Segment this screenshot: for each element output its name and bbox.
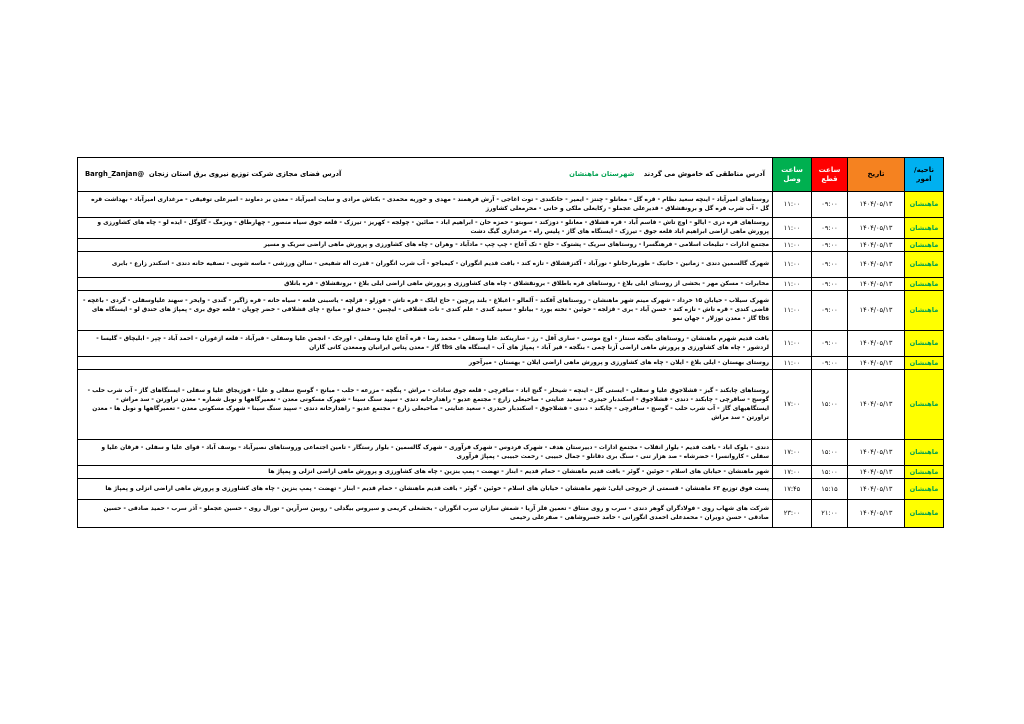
table-row <box>78 218 944 239</box>
cell-date: ۱۴۰۴/۰۵/۱۳ <box>848 466 905 479</box>
cell-date: ۱۴۰۴/۰۵/۱۳ <box>848 479 905 500</box>
header-end-time: ساعت وصل <box>773 158 812 192</box>
table-row <box>78 370 944 440</box>
table-row <box>78 291 944 331</box>
cell-end-time: ۱۱:۰۰ <box>773 218 812 239</box>
cell-start-time: ۱۵:۰۰ <box>812 440 848 466</box>
cell-date: ۱۴۰۴/۰۵/۱۳ <box>848 278 905 291</box>
cell-area: ماهنشان <box>905 466 944 479</box>
cell-date: ۱۴۰۴/۰۵/۱۳ <box>848 252 905 278</box>
cell-end-time: ۱۱:۰۰ <box>773 357 812 370</box>
cell-end-time: ۱۷:۰۰ <box>773 466 812 479</box>
table-row <box>78 192 944 218</box>
header-address <box>78 158 773 192</box>
table-row <box>78 440 944 466</box>
cell-area: ماهنشان <box>905 479 944 500</box>
header-start-time: ساعت قطع <box>812 158 848 192</box>
cell-address: شهرک سیلاب - خیابان ۱۵ خرداد - شهرک مینم شهر ماهنشان - روستاهای آقکند - آلمالو - اغبلاغ - بلند پرچین - حاج ایلک - قره تاش - قوزلو - قزلچه - یاسبنی قلعه - سیاه خانه - قره زاگیر - گندی - وایخر - سهند علیاوسفلی - گردی - باغچه - قاضی کندی - قره تاش - تازه کند - حسن آباد - بری - قزلجه - خوئین - تخته بورد - بیانلو - سعید کندی - علم کندی - نات قشلاقی - لیچبین - خندق لو - مبانج - چای قشلاقی - خضر چوپان - قلعه جوق بری - پمپاژ های خندق لو - ایستگاه های tbs گاز - معدن توزلار - جهان نمو <box>78 291 773 331</box>
cell-end-time: ۱۷:۰۰ <box>773 370 812 440</box>
outage-schedule-table <box>77 157 944 528</box>
cell-address: مخابرات - مسکن مهر - بخشی از روستای ایلی بلاغ - روستاهای قره باطلاق - برونقشلاق - چاه های کشاورزی و پرورش ماهی اراضی ایلی بلاغ - برونقشلاق - قره بانلاق <box>78 278 773 291</box>
cell-end-time: ۲۳:۰۰ <box>773 500 812 528</box>
cell-end-time: ۱۷:۴۵ <box>773 479 812 500</box>
header-address-title: آدرس مناطقی که خاموش می گردند شهرستان ماهنشان <box>569 170 765 178</box>
table-row <box>78 357 944 370</box>
cell-area: ماهنشان <box>905 440 944 466</box>
cell-start-time: ۰۹:۰۰ <box>812 291 848 331</box>
cell-end-time: ۱۱:۰۰ <box>773 278 812 291</box>
header-city: شهرستان ماهنشان <box>569 170 635 178</box>
cell-area: ماهنشان <box>905 278 944 291</box>
cell-date: ۱۴۰۴/۰۵/۱۳ <box>848 239 905 252</box>
cell-start-time: ۰۹:۰۰ <box>812 239 848 252</box>
cell-area: ماهنشان <box>905 252 944 278</box>
header-date: تاریخ <box>848 158 905 192</box>
cell-start-time: ۱۵:۰۰ <box>812 466 848 479</box>
cell-area: ماهنشان <box>905 357 944 370</box>
cell-address: مجتمع ادارات - تبلیغات اسلامی - فرهنگسرا - روستاهای سریک - پشتوک - خلج - تک آغاج - چپ چپ - مادآباد - وهران - چاه های کشاورزی و پرورش ماهی اراضی سریک و مسیر <box>78 239 773 252</box>
cell-start-time: ۰۹:۰۰ <box>812 192 848 218</box>
table-row <box>78 500 944 528</box>
cell-start-time: ۰۹:۰۰ <box>812 331 848 357</box>
cell-start-time: ۰۹:۰۰ <box>812 218 848 239</box>
cell-end-time: ۱۱:۰۰ <box>773 239 812 252</box>
table-row <box>78 252 944 278</box>
cell-area: ماهنشان <box>905 370 944 440</box>
cell-end-time: ۱۷:۰۰ <box>773 440 812 466</box>
cell-address: دندی - بلوک اباد - بافت قدیم - بلوار انقلاب - مجتمع ادارات - دبیرستان هدف - شهرک فردوس - شهرک فرآوری - شهرک گالسمین - بلوار رستگار - تامین اجتماعی وروستاهای نصیرآباد - یوسف آباد - قوای علیا و سفلی - فرقان علیا و سفلی - کاروانسرا - خضرشاه - صد هزار تنی - سنگ بری دقانلو - جمال حبیبی - رحمت حبیبی - پمپاژ فرآوری <box>78 440 773 466</box>
header-row <box>78 158 944 192</box>
cell-start-time: ۲۱:۰۰ <box>812 500 848 528</box>
cell-start-time: ۱۵:۰۰ <box>812 370 848 440</box>
cell-end-time: ۱۱:۰۰ <box>773 192 812 218</box>
cell-start-time: ۰۹:۰۰ <box>812 252 848 278</box>
cell-date: ۱۴۰۴/۰۵/۱۳ <box>848 500 905 528</box>
table-row <box>78 331 944 357</box>
cell-start-time: ۰۹:۰۰ <box>812 278 848 291</box>
cell-end-time: ۱۱:۰۰ <box>773 291 812 331</box>
cell-area: ماهنشان <box>905 291 944 331</box>
table-body <box>78 192 944 528</box>
table-row <box>78 466 944 479</box>
cell-date: ۱۴۰۴/۰۵/۱۳ <box>848 291 905 331</box>
cell-address: پست فوق توزیع ۶۳ ماهنشان - قسمتی از خروجی ایلی: شهر ماهنشان - خیابان های اسلام - خوئین - گوئر - بافت قدیم ماهنشان - حمام قدیم - ابنار - تهضت - پمپ بنزین - چاه های کشاورزی و پرورش ماهی اراضی انزلی و پمپاژ ها <box>78 479 773 500</box>
cell-address: روستای بهستان - ایلی بلاغ - ایلان - چاه های کشاورزی و پرورش ماهی اراضی ایلان - بهستان - میرآخور <box>78 357 773 370</box>
cell-end-time: ۱۱:۰۰ <box>773 252 812 278</box>
header-channel-handle: @Bargh_Zanjan <box>85 170 145 178</box>
cell-area: ماهنشان <box>905 192 944 218</box>
cell-area: ماهنشان <box>905 218 944 239</box>
cell-date: ۱۴۰۴/۰۵/۱۳ <box>848 331 905 357</box>
cell-address: بافت قدیم شهرم ماهنشان - روستاهای بنگجه سنتار - اوچ موسی - ساری آقل - رز - سارینکند علیا وسفلی - محمد رضا - قره آغاج علیا وسفلی - اورجک - انجمن علیا وسفلی - قیرآباد - قلعه ازغوران - احمد آباد - چپر - ابلیچاق - گلیسا - لردشور - چاه های کشاورزی و پرورش ماهی اراضی آزنا چمی - بنگجه - قیر آباد - پمپاژ های آب - ایستگاه های tbs گاز - معدن پتاس ایرانیان وممعدن کانی گاران <box>78 331 773 357</box>
cell-end-time: ۱۱:۰۰ <box>773 331 812 357</box>
cell-address: شرکت های شهاب روی - فولادگران گوهر دندی - سرب و روی منتاق - تعمین فلز آریا - شمش سازان سرب انگوران - بخشعلی کریمی و سیروس بیگدلی - روبین سرآرین - تورال روی - حسین عجملو - آذر سرب - حمید صادقی - حسین صادقی - حسن دویران - محمدعلی احمدی انگورانی - حامد خسروشاهی - صفرعلی رحیمی <box>78 500 773 528</box>
cell-area: ماهنشان <box>905 500 944 528</box>
cell-address: شهرک گالسمین دندی - زمانین - خانیک - طورمارخانلو - نورآباد - آکنزقشلاق - تازه کند - بافت قدیم انگوران - کیمیاجو - آب شرب انگوران - قدرت اله شفیعی - سالن ورزشی - ماسه شویی - تصفیه خانه دندی - اسکندر زارع - بابری <box>78 252 773 278</box>
header-channel-label: آدرس فضای مجازی شرکت توزیع نیروی برق استان زنجان <box>148 170 342 178</box>
header-area: ناحیه/امور <box>905 158 944 192</box>
cell-date: ۱۴۰۴/۰۵/۱۳ <box>848 192 905 218</box>
cell-start-time: ۱۵:۱۵ <box>812 479 848 500</box>
cell-start-time: ۰۹:۰۰ <box>812 357 848 370</box>
cell-date: ۱۴۰۴/۰۵/۱۳ <box>848 357 905 370</box>
cell-address: روستاهای قره دری - ایالو - اوچ تاش - قاسم آباد - قره قشلاق - مغانلو - دوزکند - سوبتو - حمزه خان - ابراهیم اباد - صائین - چولجه - کهریز - تیرزک - قلعه جوق سیاه منصور - چهارطاق - ویزمگ - گاوگل - ایده لو - چاه های کشاورزی و پرورش ماهی اراضی ابراهیم اباد قلعه جوق - تیرزک - ایستگاه های گاز - پلیس راه - مرغداری گیگ دشت <box>78 218 773 239</box>
header-channel <box>85 170 341 179</box>
cell-address: شهر ماهنشان - خیابان های اسلام - خوئین - گوئر - بافت قدیم ماهنشان - حمام قدیم - ابنار - تهضت - پمپ بنزین - چاه های کشاورزی و پرورش ماهی اراضی انزلی و پمپاژ ها <box>78 466 773 479</box>
cell-date: ۱۴۰۴/۰۵/۱۳ <box>848 218 905 239</box>
table-row <box>78 239 944 252</box>
cell-area: ماهنشان <box>905 331 944 357</box>
cell-address: روستاهای امیرآباد - اینچه سعید نظام - قره گل - مغانلو - چنتز - ایمیر - خانکندی - توت اغاجی - آرش فرهمند - مهدی و حوریه محمدی - بکتاش مرادی و سایت امیرآباد - معدن بر دماوند - امیرعلی توفیقی - مرغداری امیرآباد - بهداشت قره گل - آب شرب قره گل و برونقشلاق - قدیرعلی عجملو - رکابعلی ملکی و خانی - محرمعلی کشاورز <box>78 192 773 218</box>
cell-address: روستاهای چابکند - گیز - قشلاجوق علیا و سفلی - ایستی گل - اینچه - شیخلر - گنج اباد - ساقرچی - قلعه جوق سادات - مراش - پنگچه - مزرعه - حلب - مبانج - گوسج سفلی و علیا - قوزیجاق علیا و سفلی - ایستگاهای گاز - آب شرب حلب - گوسج - ساقرچی - چابکند - دندی - قشلاجوق - اسکندبار حیدری - سعید عنایتی - صاحبعلی زارع - مجتمع عدیو - راهدارخانه دندی - سپید سنگ سینا - شهرک مسکونی معدن - تعمیرگاهها و نوبل شماره - معدن تراورتن - سد مراش - ایستگاهیهای گاز - آب شرب حلب - گوسج - ساقرچی - چابکند - دندی - قشلاجوق - اسکندبار حیدری - سعید عنایتی - صاحبعلی زارع - مجتمع عدیو - راهدارخانه دندی - سپید سنگ سینا - شهرک مسکونی معدن - تعمیرگاهها و نوبل ها - معدن تراورتن - سد مراش <box>78 370 773 440</box>
table-row <box>78 479 944 500</box>
table-row <box>78 278 944 291</box>
cell-date: ۱۴۰۴/۰۵/۱۳ <box>848 370 905 440</box>
cell-date: ۱۴۰۴/۰۵/۱۳ <box>848 440 905 466</box>
cell-area: ماهنشان <box>905 239 944 252</box>
